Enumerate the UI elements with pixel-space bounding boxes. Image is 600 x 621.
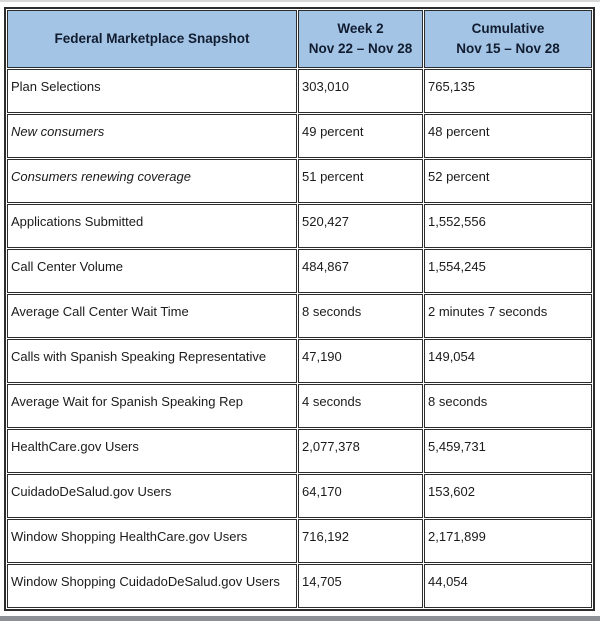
header-row [7, 10, 592, 68]
cumulative-value-cell: 8 seconds [424, 384, 592, 428]
metric-label-cell: Consumers renewing coverage [7, 159, 297, 203]
table-row [7, 339, 592, 383]
header-cumulative-line1: Cumulative [471, 21, 545, 36]
week2-value-cell: 49 percent [298, 114, 423, 158]
metric-label-cell: Applications Submitted [7, 204, 297, 248]
table-row [7, 384, 592, 428]
metric-label-cell: Average Wait for Spanish Speaking Rep [7, 384, 297, 428]
table-row [7, 159, 592, 203]
table-row [7, 69, 592, 113]
week2-value-cell: 8 seconds [298, 294, 423, 338]
table-body [7, 69, 592, 608]
table-row [7, 429, 592, 473]
week2-value-cell: 716,192 [298, 519, 423, 563]
table-row [7, 294, 592, 338]
cumulative-value-cell: 2 minutes 7 seconds [424, 294, 592, 338]
header-cumulative-column [424, 10, 592, 68]
metric-label-cell: Window Shopping CuidadoDeSalud.gov Users [7, 564, 297, 608]
table-row [7, 114, 592, 158]
week2-value-cell: 4 seconds [298, 384, 423, 428]
cumulative-value-cell: 153,602 [424, 474, 592, 518]
header-week2-column [298, 10, 423, 68]
cumulative-value-cell: 48 percent [424, 114, 592, 158]
cumulative-value-cell: 765,135 [424, 69, 592, 113]
top-edge-line [0, 0, 600, 2]
metric-label-cell: Window Shopping HealthCare.gov Users [7, 519, 297, 563]
week2-value-cell: 2,077,378 [298, 429, 423, 473]
metric-label-cell: Call Center Volume [7, 249, 297, 293]
table-row [7, 249, 592, 293]
week2-value-cell: 51 percent [298, 159, 423, 203]
cumulative-value-cell: 52 percent [424, 159, 592, 203]
week2-value-cell: 520,427 [298, 204, 423, 248]
header-metric-column [7, 10, 297, 68]
week2-value-cell: 303,010 [298, 69, 423, 113]
cumulative-value-cell: 1,554,245 [424, 249, 592, 293]
cumulative-value-cell: 2,171,899 [424, 519, 592, 563]
bottom-edge-strip [0, 616, 600, 621]
week2-value-cell: 47,190 [298, 339, 423, 383]
table-title: Federal Marketplace Snapshot [54, 31, 250, 46]
cumulative-value-cell: 5,459,731 [424, 429, 592, 473]
metric-label-cell: New consumers [7, 114, 297, 158]
cumulative-value-cell: 1,552,556 [424, 204, 592, 248]
metric-label-cell: CuidadoDeSalud.gov Users [7, 474, 297, 518]
metric-label-cell: Plan Selections [7, 69, 297, 113]
metric-label-cell: Calls with Spanish Speaking Representative [7, 339, 297, 383]
cumulative-value-cell: 149,054 [424, 339, 592, 383]
cumulative-value-cell: 44,054 [424, 564, 592, 608]
federal-marketplace-snapshot-table [4, 7, 595, 611]
table-row [7, 474, 592, 518]
table-row [7, 564, 592, 608]
header-cumulative-line2: Nov 15 – Nov 28 [456, 41, 560, 56]
header-week2-line2: Nov 22 – Nov 28 [308, 41, 413, 56]
metric-label-cell: HealthCare.gov Users [7, 429, 297, 473]
table-row [7, 204, 592, 248]
table-row [7, 519, 592, 563]
header-week2-line1: Week 2 [337, 21, 384, 36]
metric-label-cell: Average Call Center Wait Time [7, 294, 297, 338]
week2-value-cell: 14,705 [298, 564, 423, 608]
week2-value-cell: 484,867 [298, 249, 423, 293]
week2-value-cell: 64,170 [298, 474, 423, 518]
